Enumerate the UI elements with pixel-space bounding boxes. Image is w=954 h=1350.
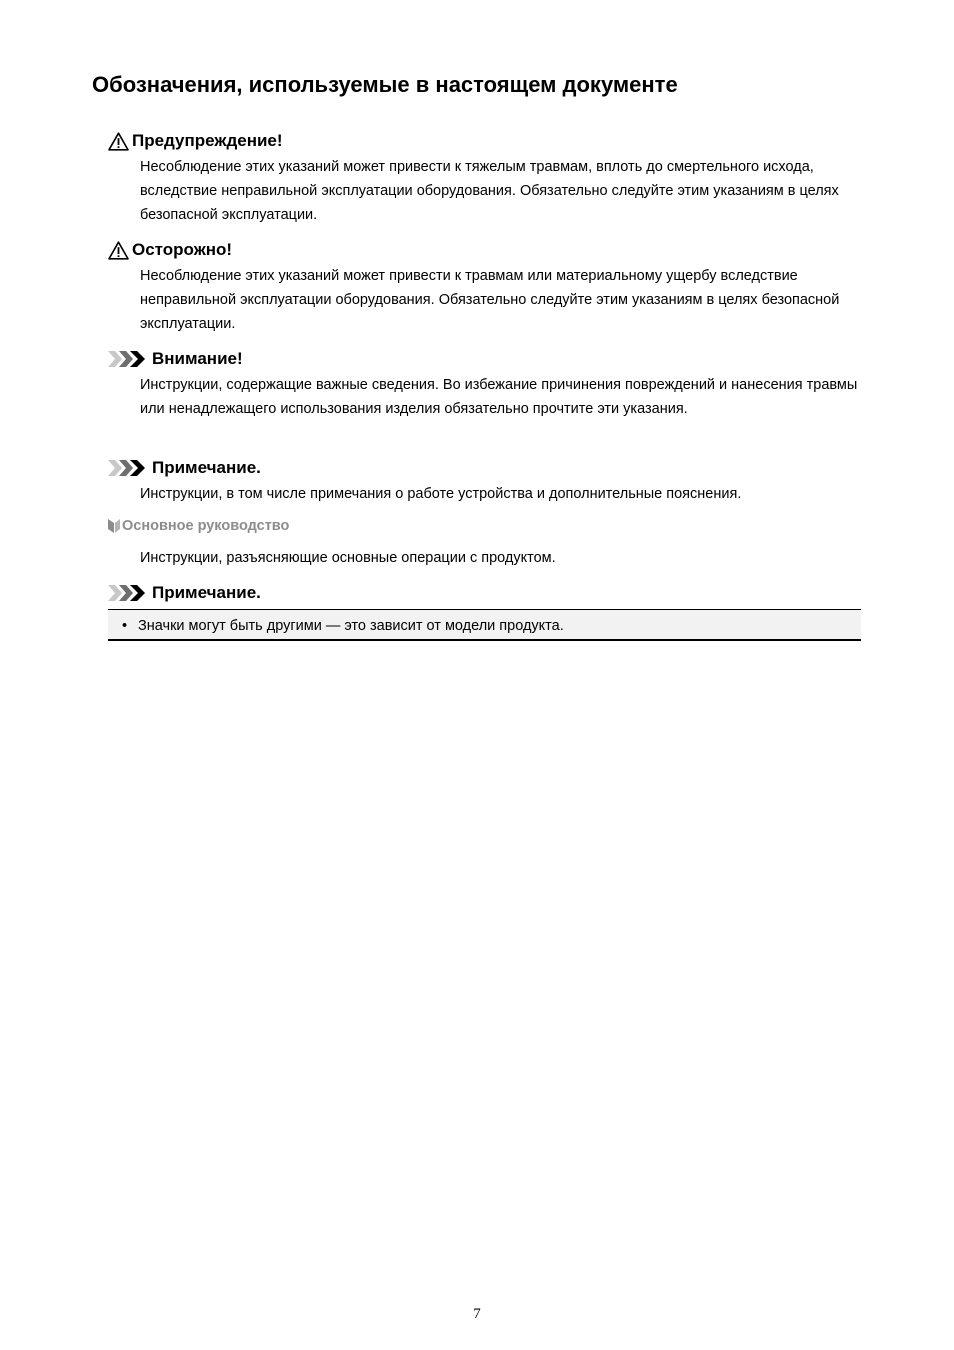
basic-guide-heading-label: Основное руководство bbox=[122, 518, 290, 534]
warning-triangle-icon bbox=[108, 132, 129, 151]
triple-arrow-icon bbox=[108, 585, 146, 601]
caution-heading-label: Осторожно! bbox=[132, 240, 233, 259]
page-title: Обозначения, используемые в настоящем документе bbox=[92, 72, 678, 97]
note-text: Инструкции, в том числе примечания о работе устройства и дополнительные пояснения. bbox=[140, 486, 742, 502]
page-number: 7 bbox=[473, 1306, 481, 1322]
warning-heading-label: Предупреждение! bbox=[132, 131, 283, 150]
basic-guide-heading bbox=[108, 515, 289, 537]
important-heading-label: Внимание! bbox=[152, 349, 243, 368]
final-note-heading-label: Примечание. bbox=[152, 583, 261, 602]
caution-heading bbox=[108, 238, 232, 262]
note-box bbox=[108, 609, 861, 641]
note-heading-label: Примечание. bbox=[152, 458, 261, 477]
important-heading bbox=[108, 347, 243, 371]
note-item-text: Значки могут быть другими — это зависит от модели продукта. bbox=[138, 618, 564, 634]
list-item bbox=[122, 616, 564, 636]
caution-text: Несоблюдение этих указаний может привести к травмам или материальному ущербу вследствие неправильной эксплуатации оборудования. Обязательно следуйте этим указаниям в целях безопасной эксплуатации. bbox=[140, 268, 840, 332]
basic-guide-text: Инструкции, разъясняющие основные операции с продуктом. bbox=[140, 550, 556, 566]
important-text: Инструкции, содержащие важные сведения. Во избежание причинения повреждений и нанесения травмы или ненадлежащего использования изделия обязательно прочтите эти указания. bbox=[140, 377, 858, 417]
triple-arrow-icon bbox=[108, 460, 146, 476]
basic-guide-icon bbox=[108, 518, 121, 534]
warning-triangle-icon bbox=[108, 241, 129, 260]
warning-text: Несоблюдение этих указаний может привести к тяжелым травмам, вплоть до смертельного исхода, вследствие неправильной эксплуатации оборудования. Обязательно следуйте этим указаниям в целях безопасной эксплуатации. bbox=[140, 159, 839, 223]
triple-arrow-icon bbox=[108, 351, 146, 367]
final-note-heading bbox=[108, 581, 261, 605]
bullet-icon: • bbox=[122, 618, 128, 634]
warning-heading bbox=[108, 129, 283, 153]
note-heading bbox=[108, 456, 261, 480]
